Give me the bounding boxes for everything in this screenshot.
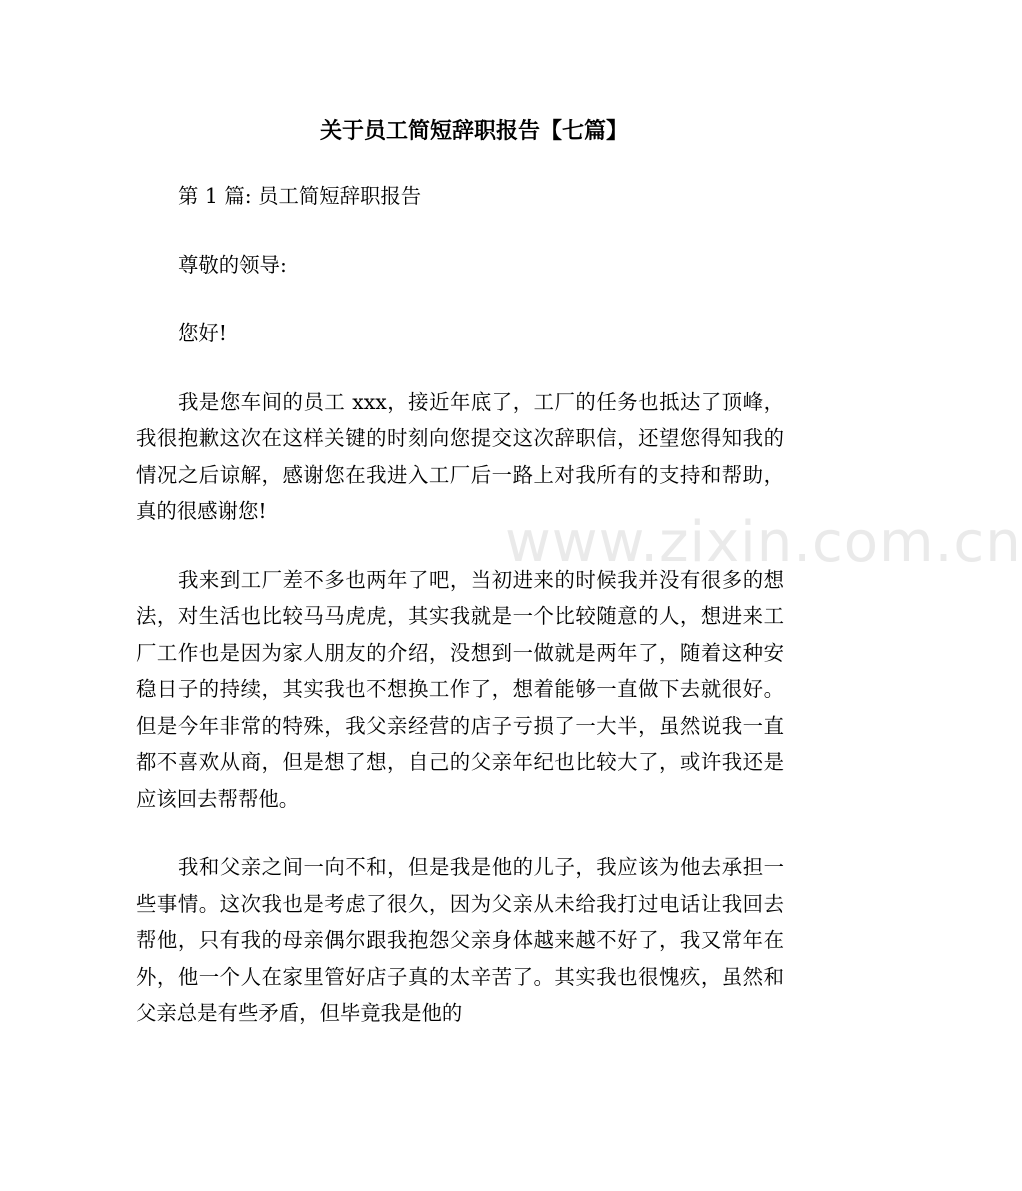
greeting: 您好! — [178, 321, 227, 345]
document-title: 关于员工简短辞职报告【七篇】 — [319, 118, 628, 144]
body-paragraph-3: 我和父亲之间一向不和，但是我是他的儿子，我应该为他去承担一些事情。这次我也是考虑了很久，因为父亲从未给我打过电话让我回去帮他，只有我的母亲偶尔跟我抱怨父亲身体越来越不好了，我又常年在外，他一个人在家里管好店子真的太辛苦了。其实我也很愧疚，虽然和父亲总是有些矛盾，但毕竟我是他的 — [136, 855, 784, 1025]
body-paragraph-2: 我来到工厂差不多也两年了吧，当初进来的时候我并没有很多的想法，对生活也比较马马虎虎，其实我就是一个比较随意的人，想进来工厂工作也是因为家人朋友的介绍，没想到一做就是两年了，随着这种安稳日子的持续，其实我也不想换工作了，想着能够一直做下去就很好。但是今年非常的特殊，我父亲经营的店子亏损了一大半，虽然说我一直都不喜欢从商，但是想了想，自己的父亲年纪也比较大了，或许我还是应该回去帮帮他。 — [136, 567, 784, 811]
body-paragraph-1: 我是您车间的员工 xxx，接近年底了，工厂的任务也抵达了顶峰，我很抱歉这次在这样关键的时刻向您提交这次辞职信，还望您得知我的情况之后谅解，感谢您在我进入工厂后一路上对我所有的支持和帮助，真的很感谢您! — [136, 389, 784, 523]
section-heading: 第 1 篇: 员工简短辞职报告 — [178, 184, 422, 208]
salutation: 尊敬的领导: — [178, 252, 287, 277]
watermark: www.zixin.com.cn — [505, 510, 1022, 575]
document-body — [136, 178, 784, 1064]
